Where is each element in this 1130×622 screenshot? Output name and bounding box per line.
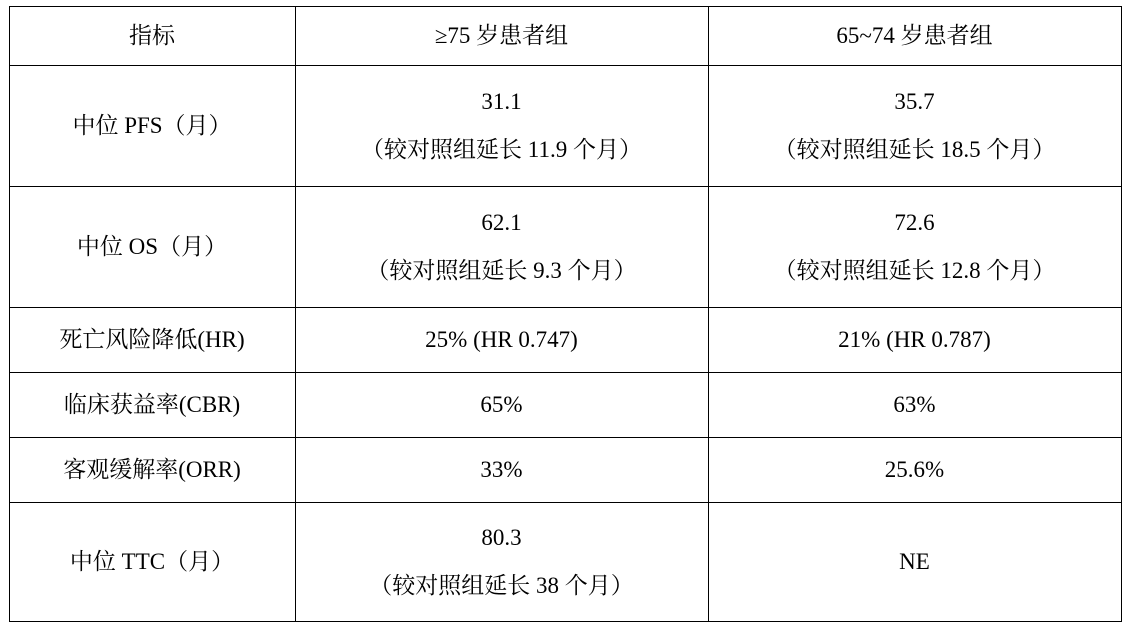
cell-orr-75plus: 33% [295,438,708,503]
column-header-group-75plus: ≥75 岁患者组 [295,7,708,66]
table-header-row [9,7,1121,66]
row-label-orr: 客观缓解率(ORR) [9,438,295,503]
value-line: 72.6 [894,210,935,236]
table-row [9,503,1121,622]
cell-median-pfs-75plus [295,66,708,187]
cell-median-pfs-65to74 [708,66,1121,187]
cell-median-os-75plus [295,187,708,308]
value-line: 35.7 [894,89,935,115]
value-note-line: （较对照组延长 12.8 个月） [773,258,1056,283]
column-header-metric: 指标 [9,7,295,66]
value-note-line: （较对照组延长 9.3 个月） [366,258,637,283]
cell-orr-65to74: 25.6% [708,438,1121,503]
table-row [9,438,1121,503]
row-label-median-ttc: 中位 TTC（月） [9,503,295,622]
value-note-line: （较对照组延长 38 个月） [369,573,634,598]
table-row [9,308,1121,373]
row-label-median-os: 中位 OS（月） [9,187,295,308]
row-label-median-pfs: 中位 PFS（月） [9,66,295,187]
value-line: 62.1 [481,210,522,236]
column-header-group-65to74: 65~74 岁患者组 [708,7,1121,66]
row-label-hr-reduction: 死亡风险降低(HR) [9,308,295,373]
cell-median-os-65to74 [708,187,1121,308]
table-row [9,373,1121,438]
cell-cbr-75plus: 65% [295,373,708,438]
value-note-line: （较对照组延长 18.5 个月） [773,137,1056,162]
value-line: 80.3 [481,525,522,551]
comparison-table [9,6,1122,622]
cell-median-ttc-65to74: NE [708,503,1121,622]
cell-hr-reduction-75plus: 25% (HR 0.747) [295,308,708,373]
table-row [9,66,1121,187]
value-line: 31.1 [481,89,522,115]
row-label-cbr: 临床获益率(CBR) [9,373,295,438]
value-note-line: （较对照组延长 11.9 个月） [361,137,642,162]
table-row [9,187,1121,308]
cell-cbr-65to74: 63% [708,373,1121,438]
cell-hr-reduction-65to74: 21% (HR 0.787) [708,308,1121,373]
cell-median-ttc-75plus [295,503,708,622]
